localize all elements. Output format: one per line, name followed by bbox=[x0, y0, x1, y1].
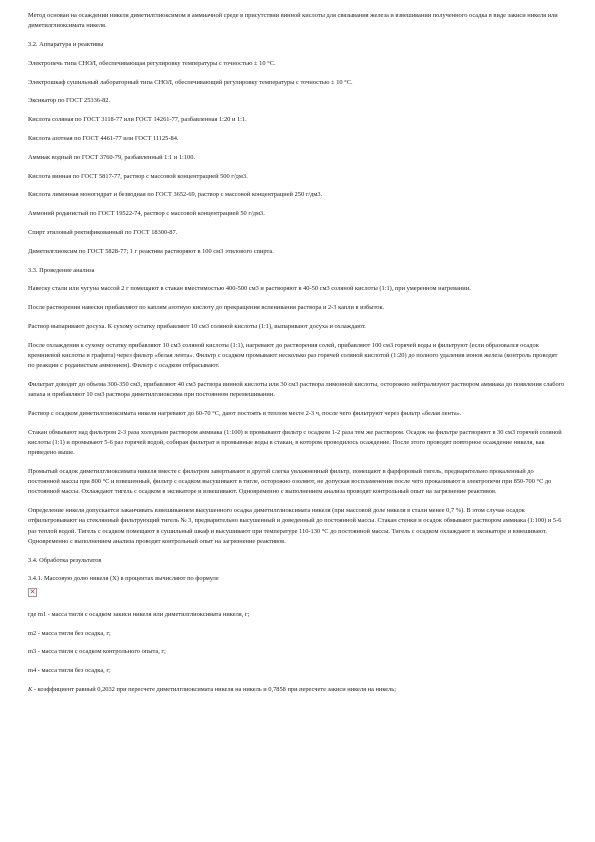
apparatus-item: Электропечь типа СНОЛ, обеспечивающая регулировку температуры с точностью ± 10 °С. bbox=[28, 59, 276, 67]
procedure-paragraph: После растворения навески прибавляют по каплям азотную кислоту до прекращения вспенивания раствора и 2-3 капли в избыток. bbox=[28, 304, 385, 312]
section-heading-apparatus: 3.2. Аппаратура и реактивы bbox=[28, 41, 104, 48]
procedure-paragraph: Стакан обмывают над фильтром 2-3 раза холодным раствором аммиака (1:100) и промывают фильтр с осадком 1-2 раза тем же раствором. Осадок на фильтре растворяют в 30 см3 горячей соляной кислоты (1:1) и промывают 5-6 раз горячей водой, собирая фильтрат и промывные воды в стакан, в котором проводилось осаждение. После этого проводят повторное осаждение никеля, как приведено выше. bbox=[28, 428, 562, 457]
procedure-paragraph: Раствор с осадком диметилглиоксимата никеля нагревают до 60-70 °С, дают постоять в теплом месте 2-3 ч, после чего фильтруют через фильтр «белая лента». bbox=[28, 409, 462, 417]
procedure-paragraph: После охлаждения к сухому остатку прибавляют 10 см3 соляной кислоты (1:1), нагревают до растворения солей, прибавляют 100 см3 горячей воды и фильтруют (если образовался осадок кремниевой кислоты и графита) через фильтр «белая лента». Фильтр с осадком промывают несколько раз горячей соляной кислотой (1:20) до полного удаления ионов железа (контроль проводят по реакции с роданистым аммонием). Фильтр с осадком отбрасывают. bbox=[28, 341, 558, 370]
formula-image bbox=[28, 588, 565, 610]
procedure-paragraph: Определение никеля допускается заканчивать взвешиванием высушенного осадка диметилглиоксимата никеля (при массовой доле никеля в стали менее 0,7 %). В этом случае осадок отфильтровывают на стеклянный фильтрующий тигель № 3, предварительно высушенный и доведенный до постоянной массы. Стакан стенки и осадок обмывают раствором аммиака (1:100) и 5-6 раз теплой водой. Тигель с осадком помещают в сушильный шкаф и высушивают при температуре 110-130 °С до постоянной массы. Тигель с осадком охлаждают в эксикаторе и взвешивают. Одновременно с выполнением анализа проводят контрольный опыт на загрязнение реактивов. bbox=[28, 507, 562, 545]
coefficient-description: - коэффициент равный 0,2032 при пересчете диметилглиоксимата никеля на никель и 0,7858 при пересчете закиси никеля на никель; bbox=[32, 685, 396, 693]
formula-intro: 3.4.1. Массовую долю никеля (Х) в процентах вычисляют по формуле bbox=[28, 575, 219, 583]
method-description: Метод основан на осаждении никеля диметилглиоксимом в аммиачной среде в присутствии винной кислоты для связывания железа и взвешивании полученного осадка в виде закиси никеля или диметилглиоксимата никеля. bbox=[28, 12, 558, 30]
definition-item-k bbox=[28, 685, 565, 695]
procedure-paragraph: Раствор выпаривают досуха. К сухому остатку прибавляют 10 см3 соляной кислоты (1:1), выпаривают досуха и охлаждают. bbox=[28, 322, 366, 330]
apparatus-item: Кислота винная по ГОСТ 5817-77, раствор с массовой концентрацией 500 г/дм3. bbox=[28, 172, 248, 180]
definition-item: m4 - масса тигля без осадка, г; bbox=[28, 667, 111, 675]
procedure-paragraph: Фильтрат доводят до объема 300-350 см3, прибавляют 40 см3 раствора винной кислоты или 30 см3 раствора лимонной кислоты, осторожно нейтрализуют раствором аммиака до появления слабого запаха и прибавляют 10 см3 раствора диметилглиоксима при постоянном перемешивании. bbox=[28, 380, 565, 399]
section-heading-procedure: 3.3. Проведение анализа bbox=[28, 266, 95, 274]
apparatus-item: Электрошкаф сушильный лабораторный типа СНОЛ, обеспечивающий регулировку температуры с точностью ± 10 °С. bbox=[28, 78, 353, 86]
procedure-paragraph: Промытый осадок диметилглиоксимата никеля вместе с фильтром завертывают в другой слегка увлажненный фильтр, помещают в фарфоровый тигель, предварительно прокаленный до постоянной массы при 800 °С и взвешенный, фильтр с осадком высушивают в тигле, осторожно озоляют, не допуская воспламенения после чего прокаливают в электропечи при 850-700 °С до постоянной массы. Охлаждают тигель с осадком в эксикаторе и взвешивают. Одновременно с выполнением анализа проводят контрольный опыт на загрязнение реактивов. bbox=[28, 467, 552, 496]
apparatus-item: Эксикатор по ГОСТ 25336-82. bbox=[28, 97, 111, 105]
definition-item: m2 - масса тигля без осадка, г; bbox=[28, 629, 111, 637]
apparatus-item: Кислота соляная по ГОСТ 3118-77 или ГОСТ 14261-77, разбавленная 1:20 и 1:1. bbox=[28, 116, 247, 124]
definition-item: где m1 - масса тигля с осадком закиси никеля или диметилглиоксимата никеля, г; bbox=[28, 610, 250, 618]
coefficient-symbol: K bbox=[28, 685, 33, 693]
definition-item: m3 - масса тигля с осадком контрольного опыта, г; bbox=[28, 648, 166, 656]
apparatus-item: Кислота азотная по ГОСТ 4461-77 или ГОСТ 11125-84. bbox=[28, 134, 179, 142]
procedure-paragraph: Навеску стали или чугуна массой 2 г помещают в стакан вместимостью 400-500 см3 и растворяют в 40-50 см3 соляной кислоты (1:1), при умеренном нагревании. bbox=[28, 285, 471, 293]
apparatus-item: Аммиак водный по ГОСТ 3760-79, разбавленный 1:1 и 1:100. bbox=[28, 153, 196, 161]
apparatus-item: Кислота лимонная моногидрат и безводная по ГОСТ 3652-69, раствор с массовой концентрацией 250 г/дм3. bbox=[28, 191, 323, 199]
apparatus-item: Диметилглиоксим по ГОСТ 5828-77; 1 г реактива растворяют в 100 см3 этилового спирта. bbox=[28, 247, 274, 255]
apparatus-item: Аммоний роданистый по ГОСТ 19522-74, раствор с массовой концентрацией 50 г/дм3. bbox=[28, 210, 265, 218]
apparatus-item: Спирт этиловый ректификованный по ГОСТ 18300-87. bbox=[28, 228, 178, 236]
broken-image-icon bbox=[28, 588, 37, 597]
section-heading-results: 3.4. Обработка результатов bbox=[28, 556, 102, 564]
